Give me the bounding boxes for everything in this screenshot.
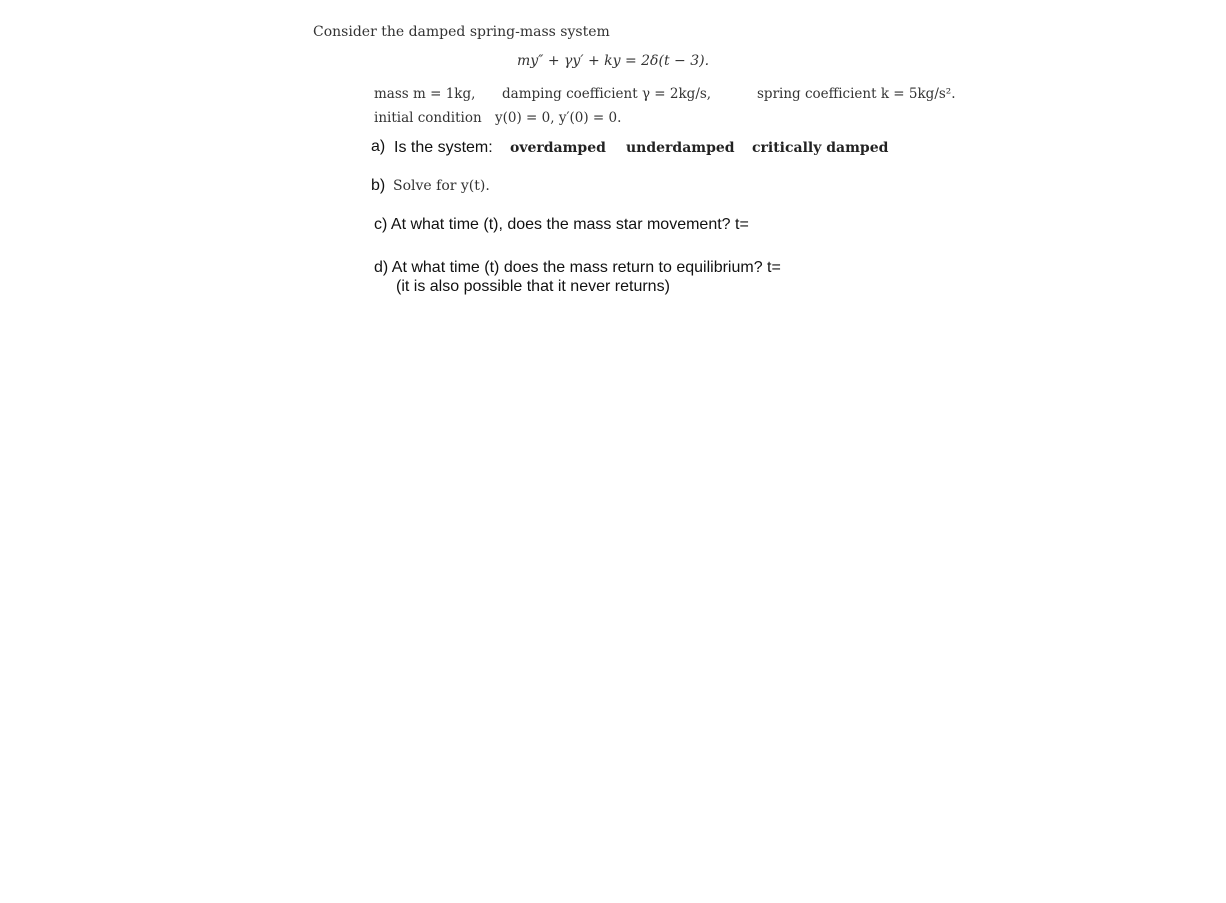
option-underdamped[interactable]: underdamped [626,140,735,156]
damping-parameter: damping coefficient γ = 2kg/s, [502,86,712,102]
differential-equation: my″ + γy′ + ky = 2δ(t − 3). [517,53,710,69]
question-b-label: b) [371,177,386,194]
question-c: c) At what time (t), does the mass star movement? t= [374,216,749,233]
question-a-text: Is the system: [394,139,493,156]
spring-parameter: spring coefficient k = 5kg/s². [757,86,956,102]
problem-intro: Consider the damped spring-mass system [313,24,610,40]
question-d-note: (it is also possible that it never returns) [396,278,670,295]
option-critically-damped[interactable]: critically damped [752,140,889,156]
option-overdamped[interactable]: overdamped [510,140,606,156]
mass-parameter: mass m = 1kg, [374,86,476,102]
initial-condition-label: initial condition [374,110,482,126]
question-d: d) At what time (t) does the mass return to equilibrium? t= [374,259,781,276]
question-a-label: a) [371,138,386,155]
initial-condition-value: y(0) = 0, y′(0) = 0. [495,110,622,126]
question-b-text: Solve for y(t). [393,178,490,194]
